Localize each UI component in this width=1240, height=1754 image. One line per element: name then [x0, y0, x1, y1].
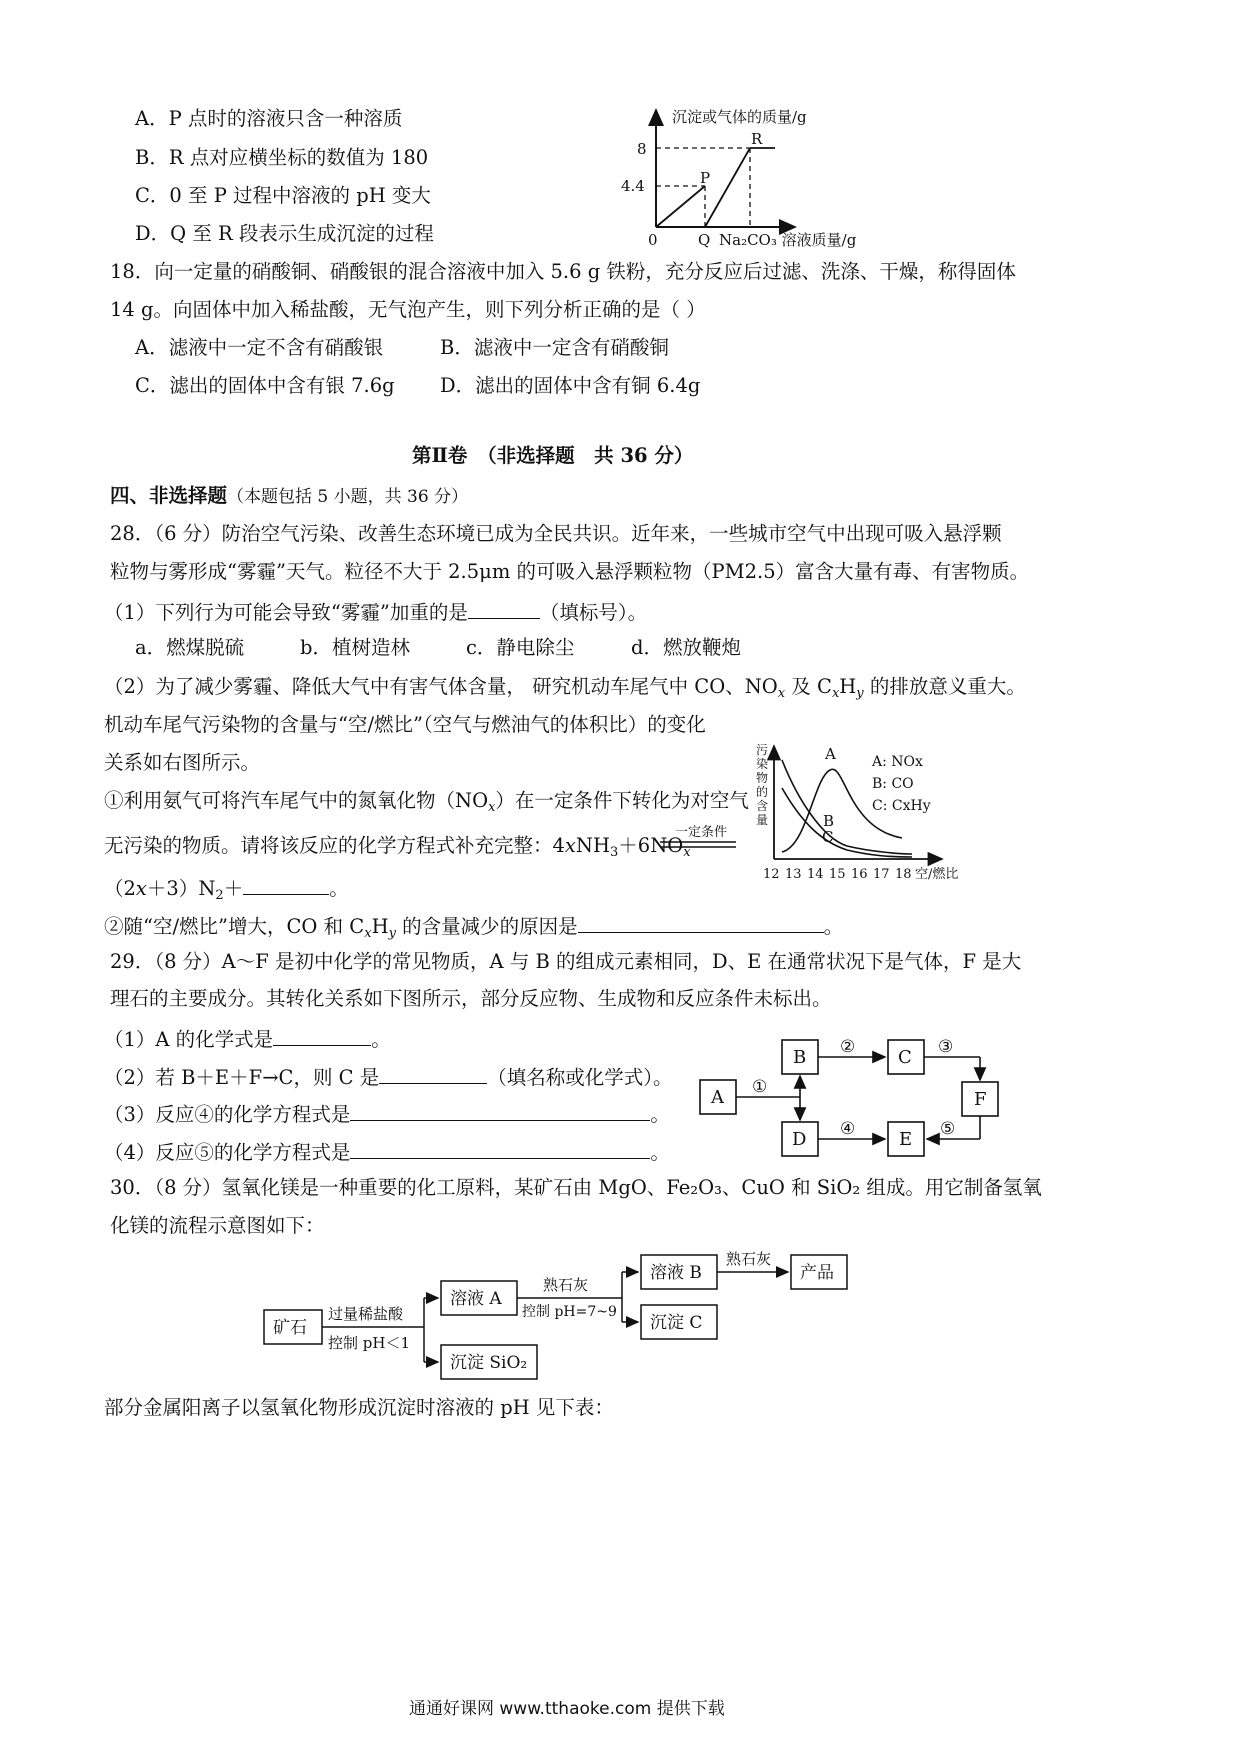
q30-flow-chart [260, 1250, 900, 1390]
box-f-label: F [974, 1089, 987, 1110]
q29-sub2-tail: （填名称或化学式）。 [487, 1066, 673, 1089]
y-label-char: 物 [756, 771, 769, 785]
q28-choice-b: b．植树造林 [300, 636, 410, 659]
legend-b: B: CO [872, 776, 914, 792]
condition-sign [660, 824, 740, 854]
q28-circ2: ②随“空/燃比”增大，CO 和 $C_xH_y$ 的含量减少的原因是 。 [104, 915, 844, 941]
step1-reagent: 过量稀盐酸 [328, 1305, 404, 1323]
q28-circ1-b: ）在一定条件下转化为对空气 [495, 789, 749, 812]
q28-circ1-line2-c: ＋6NO [618, 834, 684, 857]
q17-option-d: D．Q 至 R 段表示生成沉淀的过程 [135, 222, 434, 245]
box-b-label: B [793, 1047, 807, 1068]
q18-option-c: C．滤出的固体中含有银 7.6g [135, 374, 395, 397]
box-d-label: D [792, 1129, 807, 1150]
step1-condition: 控制 pH＜1 [328, 1334, 410, 1352]
y-axis-label: 沉淀或气体的质量/g [672, 108, 807, 126]
x-tick: 16 [851, 867, 868, 882]
section-note: （本题包括 5 小题，共 36 分） [227, 487, 469, 507]
point-q-label: Q [698, 231, 711, 249]
step3-reagent: 熟石灰 [726, 1250, 772, 1268]
x-tick: 13 [785, 867, 802, 882]
q29-sub3 [104, 1102, 670, 1125]
q28-circ2-b: H [371, 915, 389, 938]
section-head: 四、非选择题 [110, 484, 228, 507]
q17-option-b: B．R 点对应横坐标的数值为 180 [135, 146, 429, 169]
q28-sub2-line2: 机动车尾气污染物的含量与“空/燃比”（空气与燃油气的体积比）的变化 [104, 713, 706, 736]
point-r-label: R [751, 130, 763, 148]
y-tick-8: 8 [637, 140, 647, 158]
arrow-1-label: ① [752, 1077, 768, 1097]
answer-blank[interactable] [468, 600, 540, 619]
answer-blank[interactable] [243, 876, 329, 895]
q28-circ1-line2-a: 无污染的物质。请将该反应的化学方程式补充完整：4 [104, 834, 565, 857]
curve-a-label: A [825, 745, 836, 763]
q30-table-intro: 部分金属阳离子以氢氧化物形成沉淀时溶液的 pH 见下表： [104, 1396, 614, 1419]
q28-sub2-line3: 关系如右图所示。 [104, 751, 261, 774]
q28-choice-a: a．燃煤脱硫 [135, 636, 245, 659]
gas-line [656, 186, 705, 227]
condition-label: 一定条件 [675, 825, 728, 840]
step2-reagent: 熟石灰 [543, 1276, 589, 1294]
solution-a-label: 溶液 A [450, 1289, 502, 1309]
q18-stem-line1: 18．向一定量的硝酸铜、硝酸银的混合溶液中加入 5.6 g 铁粉，充分反应后过滤、洗涤、干燥，称得固体 [110, 260, 1016, 283]
curve-b-label: B [823, 812, 835, 830]
q28-sub2-d: 的排放意义重大。 [863, 675, 1026, 698]
period: 。 [650, 1103, 670, 1126]
q18-option-b: B．滤液中一定含有硝酸铜 [440, 336, 669, 359]
q28-sub2-c: H [839, 675, 857, 698]
q29-sub1 [104, 1027, 391, 1050]
q29-sub3-text: （3）反应④的化学方程式是 [104, 1103, 351, 1126]
x-tick: 18 [895, 867, 912, 882]
answer-blank[interactable] [578, 914, 824, 933]
point-p-label: P [700, 169, 711, 187]
x-axis-label: Na₂CO₃ 溶液质量/g [719, 231, 857, 249]
period: 。 [371, 1028, 391, 1051]
q18-option-d: D．滤出的固体中含有铜 6.4g [440, 374, 701, 397]
y-label-char: 染 [756, 757, 769, 771]
x-tick: 14 [807, 867, 824, 882]
product-label: 产品 [800, 1263, 834, 1283]
q28-stem-line2: 粒物与雾形成“雾霾”天气。粒径不大于 2.5μm 的可吸入悬浮颗粒物（PM2.5）富含大量有毒、有害物质。 [110, 560, 1030, 583]
q28-circ1-a: ①利用氨气可将汽车尾气中的氮氧化物（NO [104, 789, 489, 812]
q28-sub1 [104, 600, 647, 623]
box-c-label: C [898, 1047, 912, 1068]
q29-sub2 [104, 1065, 673, 1088]
q28-circ2-d: 。 [823, 915, 844, 938]
y-label-char: 含 [756, 799, 769, 813]
legend-c: C: CxHy [872, 798, 931, 814]
q28-circ2-c: 的含量减少的原因是 [395, 915, 578, 938]
q28-sub2-a: （2）为了减少雾霾、降低大气中有害气体含量， 研究机动车尾气中 CO、NO [104, 675, 778, 698]
section-heading [110, 486, 468, 506]
x-axis-label: 空/燃比 [915, 867, 959, 882]
arrow-2-label: ② [840, 1037, 856, 1057]
legend-a: A: NOx [872, 754, 923, 770]
q28-sub2: （2）为了减少雾霾、降低大气中有害气体含量， 研究机动车尾气中 CO、$NO_x$ 及 $C_xH_y$ 的排放意义重大。 [104, 675, 1026, 701]
answer-blank[interactable] [350, 1140, 650, 1159]
solution-b-label: 溶液 B [650, 1263, 702, 1283]
q29-sub1-text: （1）A 的化学式是 [104, 1028, 274, 1051]
y-label-char: 的 [756, 785, 769, 799]
q28-circ1-line2-b: NH [575, 834, 610, 857]
q28-stem-line1: 28．（6 分）防治空气污染、改善生态环境已成为全民共识。近年来，一些城市空气中出现可吸入悬浮颗 [110, 522, 1002, 545]
ore-label: 矿石 [273, 1318, 307, 1338]
x-tick: 17 [873, 867, 890, 882]
q28-choice-c: c．静电除尘 [466, 636, 575, 659]
q18-stem-line2: 14 g。向固体中加入稀盐酸，无气泡产生，则下列分析正确的是（ ） [110, 298, 706, 321]
x-tick: 12 [763, 867, 780, 882]
x-tick: 15 [829, 867, 846, 882]
q29-stem-line1: 29．（8 分）A～F 是初中化学的常见物质，A 与 B 的组成元素相同，D、E 在通常状况下是气体，F 是大 [110, 950, 1022, 973]
box-e-label: E [899, 1129, 913, 1150]
origin-label: 0 [648, 231, 658, 249]
curve-c-label: C [822, 828, 834, 846]
answer-blank[interactable] [350, 1102, 650, 1121]
q30-stem-line2: 化镁的流程示意图如下： [110, 1214, 325, 1237]
precipitate-c-label: 沉淀 C [650, 1313, 703, 1333]
q29-sub2-text: （2）若 B＋E＋F→C，则 C 是 [104, 1066, 380, 1089]
q28-sub1-text: （1）下列行为可能会导致“雾霾”加重的是 [104, 601, 468, 624]
q29-transformation-diagram [690, 1030, 1030, 1180]
arrow-4-label: ④ [840, 1119, 856, 1139]
answer-blank[interactable] [379, 1065, 487, 1084]
answer-blank[interactable] [273, 1027, 371, 1046]
q28-sub2-b: 及 C [785, 675, 832, 698]
q29-stem-line2: 理石的主要成分。其转化关系如下图所示，部分反应物、生成物和反应条件未标出。 [110, 987, 832, 1010]
q28-circ1-line3-b: ＋3）N [146, 877, 216, 900]
step2-condition: 控制 pH=7~9 [522, 1304, 617, 1320]
q28-circ1-line3: $(2x+3)N_2+$ 。 [104, 877, 349, 903]
q28-circ1-line1: ①利用氨气可将汽车尾气中的氮氧化物$(NO_x)$在一定条件下转化为对空气 [104, 789, 749, 815]
q28-pollutant-graph [752, 738, 1012, 888]
y-label-char: 量 [756, 813, 769, 827]
q28-circ1-line3-c: ＋ [223, 877, 244, 900]
q28-circ1-line2: 无污染的物质。请将该反应的化学方程式补充完整：$4xNH_3+6NO_x$ [104, 834, 691, 860]
arrow-5-label: ⑤ [940, 1119, 956, 1139]
q17-option-c: C．0 至 P 过程中溶液的 pH 变大 [135, 184, 431, 207]
q28-sub1-tail: （填标号）。 [539, 601, 648, 624]
y-label-char: 污 [756, 743, 769, 757]
q28-circ1-line3-d: 。 [329, 877, 349, 900]
box-a-label: A [711, 1087, 724, 1108]
page-footer: 通通好课网 www.tthaoke.com 提供下载 [409, 1699, 725, 1719]
q17-option-a: A．P 点时的溶液只含一种溶质 [135, 107, 403, 130]
q28-circ2-a: ②随“空/燃比”增大，CO 和 C [104, 915, 365, 938]
period: 。 [650, 1141, 670, 1164]
part2-title: 第Ⅱ卷 （非选择题 共 36 分） [412, 444, 694, 467]
q28-circ1-line3-a: （2 [104, 877, 136, 900]
precipitate-line [705, 148, 750, 227]
q30-stem-line1: 30．（8 分）氢氧化镁是一种重要的化工原料，某矿石由 MgO、Fe₂O₃、CuO 和 SiO₂ 组成。用它制备氢氧 [110, 1176, 1042, 1199]
arrow-3-label: ③ [938, 1037, 954, 1057]
q28-choice-d: d．燃放鞭炮 [631, 636, 741, 659]
q29-sub4-text: （4）反应⑤的化学方程式是 [104, 1141, 351, 1164]
sio2-label: 沉淀 SiO₂ [450, 1353, 528, 1373]
q29-sub4 [104, 1140, 670, 1163]
y-tick-4.4: 4.4 [621, 177, 645, 195]
q18-option-a: A．滤液中一定不含有硝酸银 [135, 336, 384, 359]
